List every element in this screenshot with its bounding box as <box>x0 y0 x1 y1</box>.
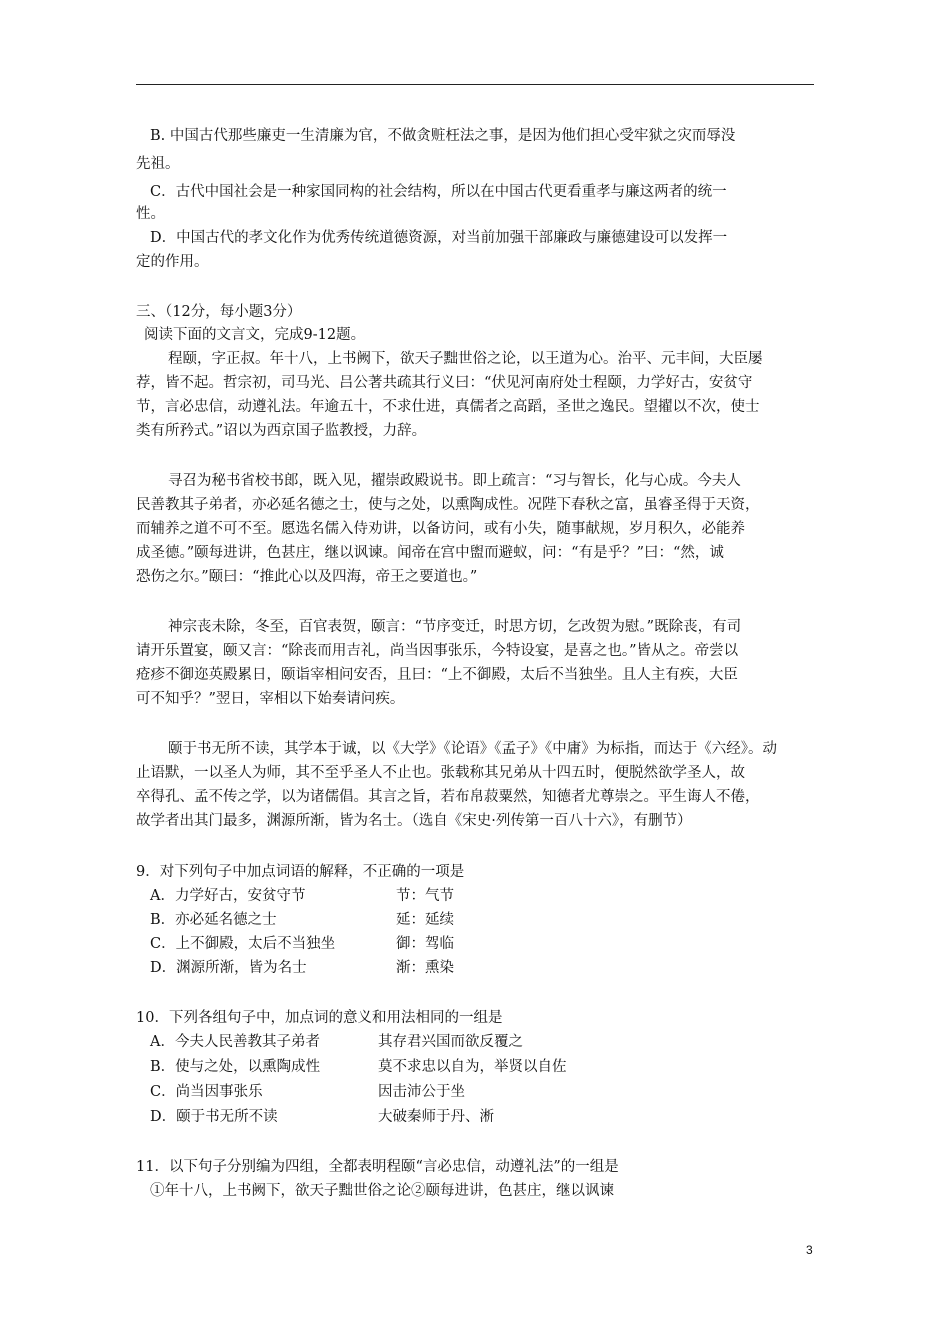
para4-line3: 卒得孔、孟不传之学，以为诸儒倡。其言之旨，若布帛菽粟然，知德者尤尊崇之。平生诲人不倦， <box>136 789 760 805</box>
q10-option-c: C．尚当因事张乐 <box>150 1084 263 1100</box>
q9-option-a-gloss: 节：气节 <box>396 888 454 904</box>
q10-option-d-pair: 大破秦师于丹、淅 <box>378 1109 494 1125</box>
q10-option-d: D．颐于书无所不读 <box>150 1109 278 1125</box>
para3-line3: 疮疹不御迩英殿累日，颐诣宰相问安否，且曰：“上不御殿，太后不当独坐。且人主有疾，大臣 <box>136 667 738 683</box>
para2-line4: 成圣德。”颐每进讲，色甚庄，继以讽谏。闻帝在宫中盥而避蚁，问：“有是乎？”曰：“然，诚 <box>136 545 724 561</box>
para1-line1: 程颐，字正叔。年十八，上书阙下，欲天子黜世俗之论，以王道为心。治平、元丰间，大臣屡 <box>168 351 763 367</box>
para3-line2: 请开乐置宴，颐又言：“除丧而用吉礼，尚当因事张乐，今特设宴，是喜之也。”皆从之。帝尝以 <box>136 643 739 659</box>
choice-c-line1: C．古代中国社会是一种家国同构的社会结构，所以在中国古代更看重孝与廉这两者的统一 <box>150 184 727 200</box>
q9-stem: 9．对下列句子中加点词语的解释，不正确的一项是 <box>136 864 465 880</box>
q9-option-c: C．上不御殿，太后不当独坐 <box>150 936 336 952</box>
q9-option-a: A．力学好古，安贫守节 <box>150 888 306 904</box>
para2-line3: 而辅养之道不可不至。愿选名儒入侍劝讲，以备访问，或有小失，随事献规，岁月积久，必能养 <box>136 521 745 537</box>
para2-line5: 恐伤之尔。”颐曰：“推此心以及四海，帝王之要道也。” <box>136 569 478 585</box>
q10-option-b: B．使与之处，以熏陶成性 <box>150 1059 321 1075</box>
para1-line4: 类有所矜式。”诏以为西京国子监教授，力辞。 <box>136 423 427 439</box>
para2-line1: 寻召为秘书省校书郎，既入见，擢崇政殿说书。即上疏言：“习与智长，化与心成。今夫人 <box>168 473 741 489</box>
q11-line1: ①年十八，上书阙下，欲天子黜世俗之论②颐每进讲，色甚庄，继以讽谏 <box>150 1183 614 1199</box>
instruction: 阅读下面的文言文，完成9-12题。 <box>144 327 366 343</box>
header-rule <box>136 84 814 85</box>
q10-option-a-pair: 其存君兴国而欲反覆之 <box>378 1034 523 1050</box>
section-title: 三、（12分，每小题3分） <box>136 304 302 320</box>
para4-line2: 止语默，一以圣人为师，其不至乎圣人不止也。张载称其兄弟从十四五时，便脱然欲学圣人，故 <box>136 765 745 781</box>
choice-d-line2: 定的作用。 <box>136 254 209 270</box>
q10-option-c-pair: 因击沛公于坐 <box>378 1084 465 1100</box>
choice-d-line1: D．中国古代的孝文化作为优秀传统道德资源，对当前加强干部廉政与廉德建设可以发挥一 <box>150 230 728 246</box>
choice-b-line2: 先祖。 <box>136 156 180 172</box>
q10-option-b-pair: 莫不求忠以自为，举贤以自佐 <box>378 1059 567 1075</box>
para3-line1: 神宗丧未除，冬至，百官表贺，颐言：“节序变迁，时思方切，乞改贺为慰。”既除丧，有司 <box>168 619 742 635</box>
q9-option-c-gloss: 御：驾临 <box>396 936 454 952</box>
q10-option-a: A．今夫人民善教其子弟者 <box>150 1034 320 1050</box>
q9-option-d: D．渊源所渐，皆为名士 <box>150 960 307 976</box>
para2-line2: 民善教其子弟者，亦必延名德之士，使与之处，以熏陶成性。况陛下春秋之富，虽睿圣得于天资， <box>136 497 760 513</box>
para4-line1: 颐于书无所不读，其学本于诚，以《大学》《论语》《孟子》《中庸》为标指，而达于《六经》。动 <box>168 741 777 757</box>
para4-line4: 故学者出其门最多，渊源所渐，皆为名士。（选自《宋史·列传第一百八十六》，有删节） <box>136 813 692 829</box>
q10-stem: 10．下列各组句子中，加点词的意义和用法相同的一组是 <box>136 1010 503 1026</box>
para1-line3: 节，言必忠信，动遵礼法。年逾五十，不求仕进，真儒者之高蹈，圣世之逸民。望擢以不次，使士 <box>136 399 760 415</box>
para3-line4: 可不知乎？”翌日，宰相以下始奏请问疾。 <box>136 691 405 707</box>
q11-stem: 11．以下句子分别编为四组，全都表明程颐“言必忠信，动遵礼法”的一组是 <box>136 1159 619 1175</box>
page-number: 3 <box>806 1243 813 1257</box>
choice-c-line2: 性。 <box>136 206 165 222</box>
choice-b-line1: B. 中国古代那些廉吏一生清廉为官，不做贪赃枉法之事，是因为他们担心受牢狱之灾而辱没 <box>150 128 736 144</box>
q9-option-d-gloss: 渐：熏染 <box>396 960 454 976</box>
para1-line2: 荐，皆不起。哲宗初，司马光、吕公著共疏其行义曰：“伏见河南府处士程颐，力学好古，安贫守 <box>136 375 753 391</box>
q9-option-b: B．亦必延名德之士 <box>150 912 277 928</box>
q9-option-b-gloss: 延：延续 <box>396 912 454 928</box>
